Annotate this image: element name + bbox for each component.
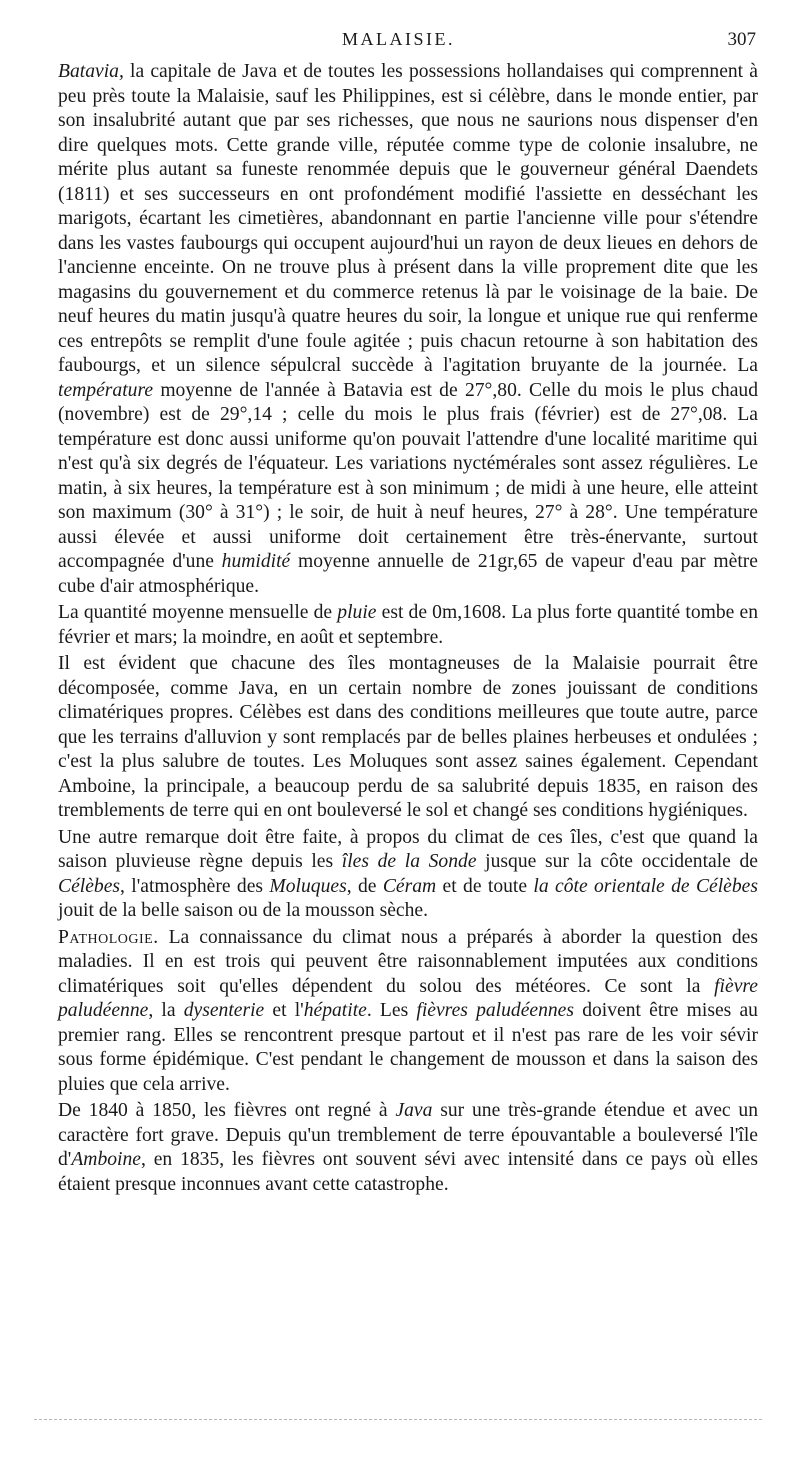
running-title: MALAISIE. (342, 29, 455, 49)
text-run: Il est évident que chacune des îles montagneuses de la Malaisie pourrait être décomposée, comme Java, en un certain nombre de zones jouissant de conditions climatériques propres. Célèbes est dans des conditions meilleures que toute autre, parce que les terrains d'alluvion y sont remplacés par de belles plaines herbeuses et ondulées ; c'est la plus salubre de toutes. Les Moluques sont assez saines également. Cependant Amboine, la principale, a beaucoup perdu de sa salubrité depuis 1835, en raison des tremblements de terre qui en ont bouleversé le sol et changé ses conditions hygiéniques. (58, 653, 758, 821)
text-run: Une autre remarque doit être faite, à propos du climat de ces îles, c'est que quand la saison pluvieuse règne depuis les (58, 826, 758, 872)
text-run: , de (346, 875, 383, 897)
text-run: . Les (366, 1000, 417, 1021)
text-run: jusque sur la côte occidentale de (476, 851, 758, 872)
italic-run: humidité (221, 551, 291, 572)
text-run: moyenne annuelle de 21gr,65 de vapeur d'eau par mètre cube d'air atmosphérique. (58, 551, 758, 597)
italic-run: la côte orientale de Célèbes (533, 875, 758, 897)
italic-run: fièvre paludéenne (58, 975, 758, 1021)
italic-run: îles de la Sonde (341, 851, 477, 872)
text-run: , en 1835, les fièvres ont souvent sévi avec intensité dans ce pays où elles étaient presque inconnues avant cette catastrophe. (58, 1149, 758, 1195)
footer-rule (34, 1419, 762, 1420)
page-number: 307 (727, 29, 756, 50)
paragraph (58, 601, 758, 650)
italic-run: Célèbes (58, 875, 121, 897)
text-run: , l'atmosphère des (120, 875, 270, 897)
italic-run: pluie (337, 602, 377, 623)
text-run: doivent être mises au premier rang. Elles se rencontrent presque partout et il n'est pas rare de les voir sévir sous forme épidémique. C'est pendant le changement de mousson et dans la saison des pluies que cela arrive. (58, 1000, 758, 1095)
paragraph (58, 60, 758, 599)
text-run: et de toute (436, 875, 534, 897)
text-run: La connaissance du climat nous a préparés à aborder la question des maladies. Il en est trois qui peuvent être raisonnablement imputées aux conditions climatériques soit qu'elles dépendent du solou des météores. Ce sont la (58, 926, 758, 997)
paragraph (58, 652, 758, 824)
paragraph (58, 826, 758, 924)
text-run: la capitale de Java et de toutes les possessions hollandaises qui comprennent à peu près toute la Malaisie, sauf les Philippines, est si célèbre, dans le monde entier, par son insalubrité autant que par ses richesses, que nous ne saurions nous dispenser d'en dire quelques mots. Cette grande ville, réputée comme type de colonie insalubre, ne mérite plus autant sa funeste renommée depuis que le gouverneur général Daendets (1811) et ses successeurs en ont profondément modifié l'assiette en desséchant les marigots, écartant les cimetières, abandonnant en partie l'ancienne ville pour s'étendre dans les vastes faubourgs qui occupent aujourd'hui un rayon de deux lieues en dehors de l'ancienne enceinte. On ne trouve plus à présent dans la ville proprement dite que les magasins du gouvernement et du commerce retenus là par le voisinage de la baie. De neuf heures du matin jusqu'à quatre heures du soir, la longue et unique rue qui renferme ces entrepôts se remplit d'une foule agitée ; puis chacun retourne à son habitation des faubourgs, et un silence sépulcral succède à l'agitation bruyante de la journée. La (58, 61, 758, 376)
italic-run: température (58, 379, 154, 401)
text-run: jouit de la belle saison ou de la mousson sèche. (58, 900, 429, 921)
italic-run: dysenterie (183, 1000, 265, 1021)
text-run: et l' (264, 1000, 304, 1021)
paragraph (58, 1099, 758, 1197)
italic-run: Amboine (71, 1149, 141, 1170)
text-run: sur une très-grande étendue et avec un caractère fort grave. Depuis qu'un tremblement de terre épouvantable a bouleversé l'île d' (58, 1100, 758, 1170)
italic-run: Moluques (269, 875, 347, 897)
italic-run: hépatite (303, 1000, 367, 1021)
text-run: , la (148, 1000, 184, 1021)
text-run: moyenne de l'année à Batavia est de 27°,80. Celle du mois le plus chaud (novembre) est de 29°,14 ; celle du mois le plus frais (février) est de 27°,08. La température est donc aussi uniforme qu'on pouvait l'attendre d'une localité maritime qui n'est qu'à six degrés de l'équateur. Les variations nyctémérales sont assez régulières. Le matin, à six heures, la température est à son minimum ; de midi à une heure, elle atteint son maximum (30° à 31°) ; le soir, de huit à neuf heures, 27° à 28°. Une température aussi élevée et aussi uniforme doit certainement être très-énervante, surtout accompagnée d'une (58, 379, 758, 572)
text-run: La quantité moyenne mensuelle de (58, 602, 338, 623)
text-run: est de 0m,1608. La plus forte quantité tombe en février et mars; la moindre, en août et septembre. (58, 602, 758, 648)
italic-run: Java (395, 1100, 433, 1121)
italic-run: Céram (382, 875, 437, 897)
italic-run: fièvres paludéennes (416, 1000, 575, 1021)
section-heading: Pathologie. (58, 926, 159, 948)
paragraph (58, 926, 758, 1098)
body-text (58, 60, 758, 1197)
italic-run: Batavia, (58, 61, 124, 82)
text-run: De 1840 à 1850, les fièvres ont regné à (58, 1100, 396, 1121)
running-head (0, 29, 800, 53)
